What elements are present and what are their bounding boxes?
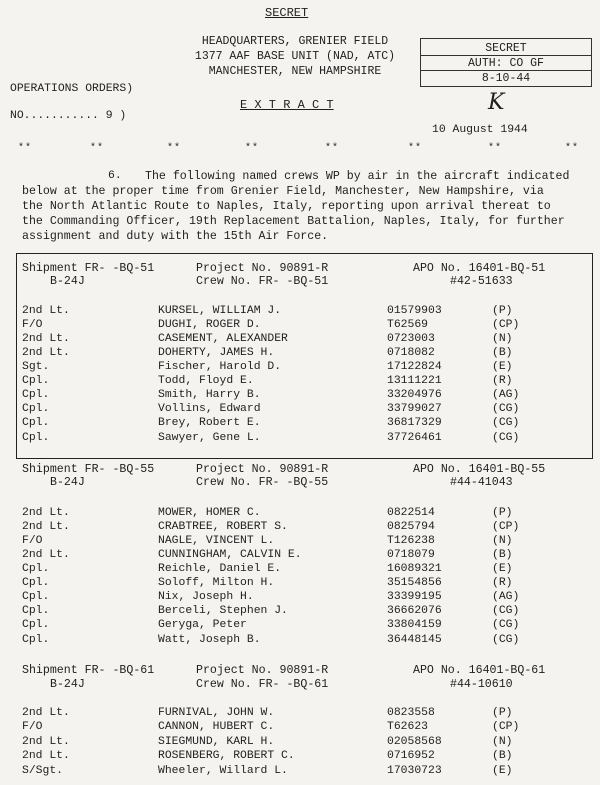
crew-serial: 36662076 (387, 605, 442, 617)
crew-rank: Cpl. (22, 432, 50, 444)
crew-role: (P) (492, 507, 513, 519)
crew-rank: 2nd Lt. (22, 305, 70, 317)
crew-name: CRABTREE, ROBERT S. (158, 521, 288, 533)
crew-role: (P) (492, 305, 513, 317)
star-mark: ** (18, 143, 33, 154)
crew-name: Reichle, Daniel E. (158, 563, 282, 575)
operations-orders-label: OPERATIONS ORDERS) (10, 83, 134, 95)
crew-rank: 2nd Lt. (22, 333, 70, 345)
crew-rank: Cpl. (22, 605, 50, 617)
crew-role: (E) (492, 563, 513, 575)
crew-serial: 37726461 (387, 432, 442, 444)
star-mark: ** (167, 143, 182, 154)
crew-name: Vollins, Edward (158, 403, 261, 415)
crew-name: FURNIVAL, JOHN W. (158, 707, 275, 719)
crew-role: (CG) (492, 403, 520, 415)
crew-number: Crew No. FR- -BQ-61 (196, 678, 329, 691)
crew-name: Watt, Joseph B. (158, 634, 261, 646)
secret-box-date: 8-10-44 (481, 72, 531, 85)
apo-number: APO No. 16401-BQ-51 (413, 262, 546, 275)
secret-box-title: SECRET (485, 42, 527, 55)
crew-name: Berceli, Stephen J. (158, 605, 288, 617)
aircraft-type: B-24J (50, 275, 85, 288)
crew-name: DOHERTY, JAMES H. (158, 347, 275, 359)
crew-role: (CP) (492, 721, 520, 733)
crew-serial: 13111221 (387, 375, 442, 387)
crew-rank: Cpl. (22, 619, 50, 631)
crew-serial: 33204976 (387, 389, 442, 401)
secret-auth-box (420, 38, 592, 87)
crew-rank: 2nd Lt. (22, 736, 70, 748)
crew-rank: 2nd Lt. (22, 347, 70, 359)
crew-role: (CG) (492, 619, 520, 631)
crew-name: SIEGMUND, KARL H. (158, 736, 275, 748)
star-mark: ** (408, 143, 423, 154)
shipment-label: Shipment FR- -BQ-61 (22, 664, 155, 677)
crew-rank: 2nd Lt. (22, 521, 70, 533)
crew-serial: T62569 (387, 319, 429, 331)
crew-rank: S/Sgt. (22, 765, 64, 777)
aircraft-type: B-24J (50, 678, 85, 691)
crew-serial: 01579903 (387, 305, 442, 317)
crew-serial: T62623 (387, 721, 429, 733)
crew-serial: 0718082 (387, 347, 435, 359)
crew-serial: 0822514 (387, 507, 435, 519)
crew-role: (R) (492, 375, 513, 387)
crew-rank: 2nd Lt. (22, 750, 70, 762)
crew-rank: F/O (22, 535, 43, 547)
crew-serial: 36448145 (387, 634, 442, 646)
crew-serial: 17122824 (387, 361, 442, 373)
crew-serial: 33804159 (387, 619, 442, 631)
crew-serial: 0716952 (387, 750, 435, 762)
crew-serial: 33799027 (387, 403, 442, 415)
star-mark: ** (565, 143, 580, 154)
crew-role: (CG) (492, 605, 520, 617)
crew-role: (E) (492, 361, 513, 373)
order-date: 10 August 1944 (432, 124, 528, 136)
crew-role: (AG) (492, 591, 520, 603)
extract-heading: E X T R A C T (240, 98, 334, 112)
crew-name: Todd, Floyd E. (158, 375, 254, 387)
crew-serial: 0823558 (387, 707, 435, 719)
aircraft-serial: #44-41043 (450, 476, 513, 489)
star-mark: ** (90, 143, 105, 154)
crew-name: NAGLE, VINCENT L. (158, 535, 275, 547)
crew-rank: Cpl. (22, 563, 50, 575)
project-number: Project No. 90891-R (196, 664, 329, 677)
paragraph-line-2: below at the proper time from Grenier Field, Manchester, New Hampshire, via (22, 185, 544, 198)
crew-rank: Cpl. (22, 375, 50, 387)
paragraph-line-4: the Commanding Officer, 19th Replacement Battalion, Naples, Italy, for further (22, 215, 565, 228)
crew-serial: 35154856 (387, 577, 442, 589)
crew-role: (AG) (492, 389, 520, 401)
crew-rank: Cpl. (22, 403, 50, 415)
crew-role: (E) (492, 765, 513, 777)
crew-role: (R) (492, 577, 513, 589)
star-mark: ** (488, 143, 503, 154)
crew-role: (B) (492, 347, 513, 359)
crew-name: Sawyer, Gene L. (158, 432, 261, 444)
shipment-label: Shipment FR- -BQ-51 (22, 262, 155, 275)
project-number: Project No. 90891-R (196, 262, 329, 275)
crew-name: Smith, Harry B. (158, 389, 261, 401)
classification-top: SECRET (265, 6, 309, 20)
crew-rank: 2nd Lt. (22, 707, 70, 719)
crew-number: Crew No. FR- -BQ-51 (196, 275, 329, 288)
crew-name: Brey, Robert E. (158, 417, 261, 429)
crew-name: CUNNINGHAM, CALVIN E. (158, 549, 302, 561)
crew-role: (N) (492, 736, 513, 748)
crew-rank: Cpl. (22, 389, 50, 401)
crew-role: (CP) (492, 521, 520, 533)
crew-role: (CG) (492, 634, 520, 646)
crew-rank: 2nd Lt. (22, 549, 70, 561)
crew-name: MOWER, HOMER C. (158, 507, 261, 519)
apo-number: APO No. 16401-BQ-61 (413, 664, 546, 677)
crew-name: ROSENBERG, ROBERT C. (158, 750, 295, 762)
shipment-label: Shipment FR- -BQ-55 (22, 463, 155, 476)
crew-rank: F/O (22, 319, 43, 331)
crew-name: DUGHI, ROGER D. (158, 319, 261, 331)
crew-serial: 0825794 (387, 521, 435, 533)
handwritten-k-mark: K (488, 90, 505, 115)
crew-name: Nix, Joseph H. (158, 591, 254, 603)
crew-name: Wheeler, Willard L. (158, 765, 288, 777)
crew-serial: 33399195 (387, 591, 442, 603)
crew-rank: Cpl. (22, 417, 50, 429)
orders-number: NO........... 9 ) (10, 110, 127, 122)
secret-box-auth: AUTH: CO GF (468, 57, 544, 70)
crew-rank: F/O (22, 721, 43, 733)
aircraft-serial: #42-51633 (450, 275, 513, 288)
aircraft-type: B-24J (50, 476, 85, 489)
crew-rank: Cpl. (22, 577, 50, 589)
crew-rank: Cpl. (22, 634, 50, 646)
crew-role: (N) (492, 535, 513, 547)
crew-name: Soloff, Milton H. (158, 577, 275, 589)
hq-line-1: HEADQUARTERS, GRENIER FIELD (201, 35, 389, 48)
crew-name: CANNON, HUBERT C. (158, 721, 275, 733)
crew-serial: 02058568 (387, 736, 442, 748)
star-mark: ** (325, 143, 340, 154)
paragraph-line-3: the North Atlantic Route to Naples, Italy, reporting upon arrival thereat to (22, 200, 551, 213)
crew-role: (B) (492, 750, 513, 762)
crew-serial: 0718079 (387, 549, 435, 561)
crew-name: CASEMENT, ALEXANDER (158, 333, 288, 345)
crew-name: KURSEL, WILLIAM J. (158, 305, 282, 317)
paragraph-number: 6. (108, 170, 122, 182)
paragraph-line-5: assignment and duty with the 15th Air Force. (22, 230, 329, 243)
hq-line-3: MANCHESTER, NEW HAMPSHIRE (208, 65, 382, 78)
crew-rank: Cpl. (22, 591, 50, 603)
crew-role: (N) (492, 333, 513, 345)
crew-rank: 2nd Lt. (22, 507, 70, 519)
crew-role: (CG) (492, 417, 520, 429)
paragraph-line-1: The following named crews WP by air in the aircraft indicated (145, 170, 570, 183)
crew-serial: T126238 (387, 535, 435, 547)
crew-number: Crew No. FR- -BQ-55 (196, 476, 329, 489)
aircraft-serial: #44-10610 (450, 678, 513, 691)
project-number: Project No. 90891-R (196, 463, 329, 476)
hq-line-2: 1377 AAF BASE UNIT (NAD, ATC) (194, 50, 396, 63)
crew-role: (CP) (492, 319, 520, 331)
crew-rank: Sgt. (22, 361, 50, 373)
crew-role: (B) (492, 549, 513, 561)
crew-serial: 36817329 (387, 417, 442, 429)
crew-role: (CG) (492, 432, 520, 444)
crew-serial: 0723003 (387, 333, 435, 345)
crew-name: Fischer, Harold D. (158, 361, 282, 373)
crew-role: (P) (492, 707, 513, 719)
star-mark: ** (245, 143, 260, 154)
crew-serial: 16089321 (387, 563, 442, 575)
crew-name: Geryga, Peter (158, 619, 247, 631)
crew-serial: 17030723 (387, 765, 442, 777)
apo-number: APO No. 16401-BQ-55 (413, 463, 546, 476)
